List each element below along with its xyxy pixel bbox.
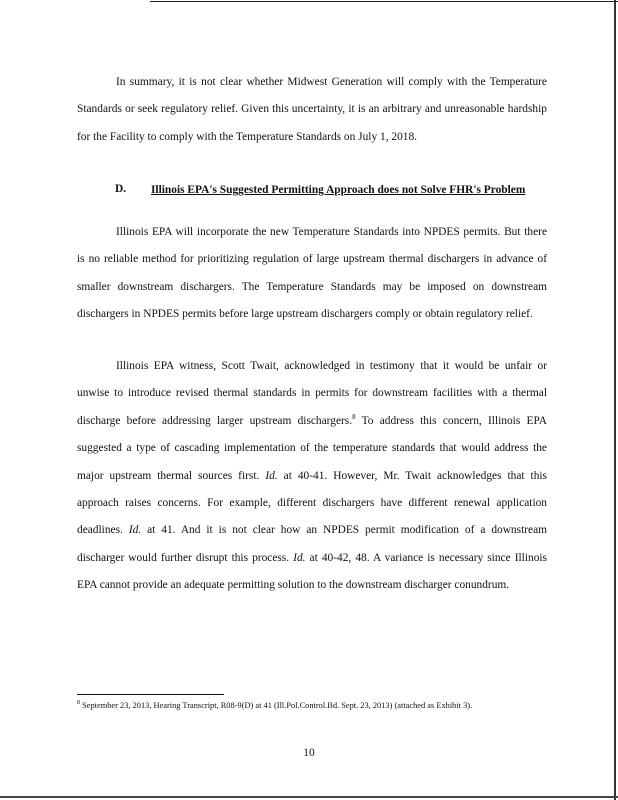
footnote-number: 8 (77, 700, 80, 707)
summary-paragraph: In summary, it is not clear whether Midwest Generation will comply with the Temperature Standards or seek regulatory relief. Given this uncertainty, it is an arbitrary and unreasonable hardship for the Facility to comply with the Temperature Standards on July 1, 2018. (77, 76, 547, 143)
scan-edge-right (614, 0, 616, 800)
footnote-separator (77, 694, 224, 695)
witness-text-a: To address this concern, Illinois EPA suggested a type of cascading implementation of the temperature standards that would address the major upstream thermal sources first. (77, 414, 547, 482)
page-number: 10 (303, 747, 315, 759)
footnote (77, 699, 547, 713)
witness-text-b: at 40-41. However, Mr. Twait acknowledges that this approach raises concerns. For example, different dischargers have different renewal application deadlines. (77, 469, 547, 537)
section-letter: D. (115, 183, 127, 195)
witness-text-d: at 40-42, 48. A variance is necessary since Illinois EPA cannot provide an adequate permitting solution to the downstream discharger conundrum. (77, 551, 547, 592)
footnote-text: September 23, 2013, Hearing Transcript, R08-9(D) at 41 (Ill.Pol.Control.Bd. Sept. 23, 2013) (attached as Exhibit 3). (80, 701, 473, 710)
citation-id: Id. (265, 469, 278, 482)
scan-edge-top (150, 1, 618, 2)
witness-text-intro: Illinois EPA witness, Scott Twait, acknowledged in testimony that it would be unfair or unwise to introduce revised thermal standards in permits for downstream facilities with a thermal discharge before addressing larger upstream dischargers. (77, 360, 547, 427)
scan-edge-bottom (0, 796, 618, 798)
footnote-reference: 8 (352, 413, 356, 422)
witness-text-c: at 41. And it is not clear how an NPDES permit modification of a downstream discharger would further disrupt this process. (77, 524, 547, 564)
section-title: Illinois EPA's Suggested Permitting Approach does not Solve FHR's Problem (151, 184, 526, 196)
incorporate-paragraph: Illinois EPA will incorporate the new Temperature Standards into NPDES permits. But there is no reliable method for prioritizing regulation of large upstream thermal dischargers in advance of smaller downstream dischargers. The Temperature Standards may be imposed on downstream dischargers in NPDES permits before large upstream dischargers comply or obtain regulatory relief. (77, 226, 547, 321)
citation-id: Id. (128, 524, 142, 537)
citation-id: Id. (293, 551, 306, 564)
witness-paragraph (77, 353, 547, 600)
